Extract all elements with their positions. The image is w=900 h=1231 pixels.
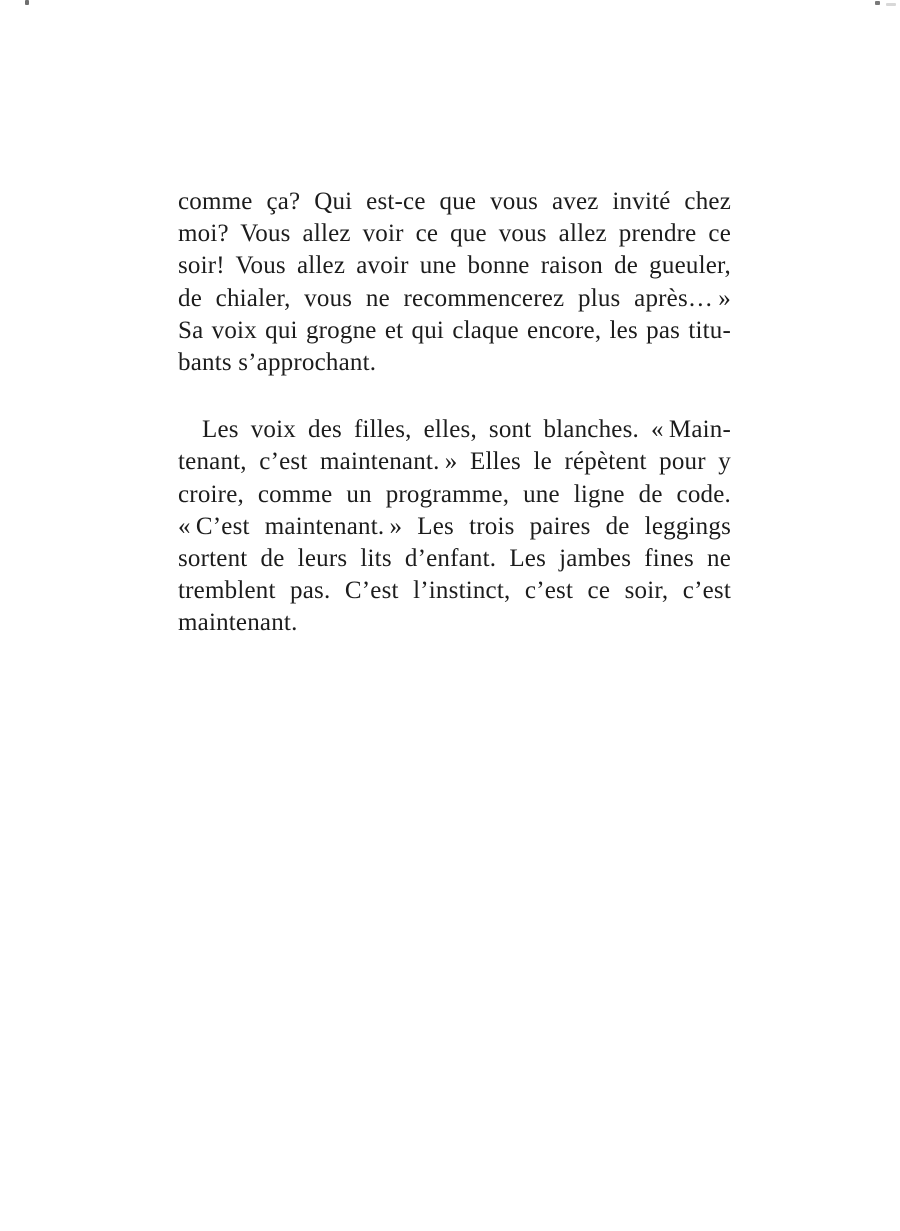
page-edge-mark-left (25, 0, 29, 5)
page-edge-mark-right (875, 1, 880, 5)
text-line: de chialer, vous ne recommencerez plus après… » (178, 284, 731, 312)
paragraph (178, 186, 731, 379)
page-edge-mark-right-faint (886, 3, 896, 6)
text-line: Les voix des filles, elles, sont blanches. « Main- (202, 416, 731, 444)
text-block (178, 186, 731, 639)
text-line: sortent de leurs lits d’enfant. Les jambes fines ne (178, 544, 731, 572)
text-line: soir! Vous allez avoir une bonne raison de gueuler, (178, 252, 731, 280)
text-line: croire, comme un programme, une ligne de code. (178, 480, 731, 508)
text-line: « C’est maintenant. » Les trois paires de leggings (178, 512, 731, 540)
text-line: comme ça? Qui est-ce que vous avez invité chez (178, 188, 731, 215)
text-line: Sa voix qui grogne et qui claque encore, les pas titu- (178, 316, 731, 344)
text-line: bants s’approchant. (178, 348, 377, 376)
text-line: tremblent pas. C’est l’instinct, c’est ce soir, c’est (178, 577, 731, 605)
text-line: tenant, c’est maintenant. » Elles le répètent pour y (178, 448, 731, 476)
text-line: moi? Vous allez voir ce que vous allez prendre ce (178, 220, 731, 248)
text-line: maintenant. (178, 609, 298, 637)
paragraph (178, 414, 731, 639)
